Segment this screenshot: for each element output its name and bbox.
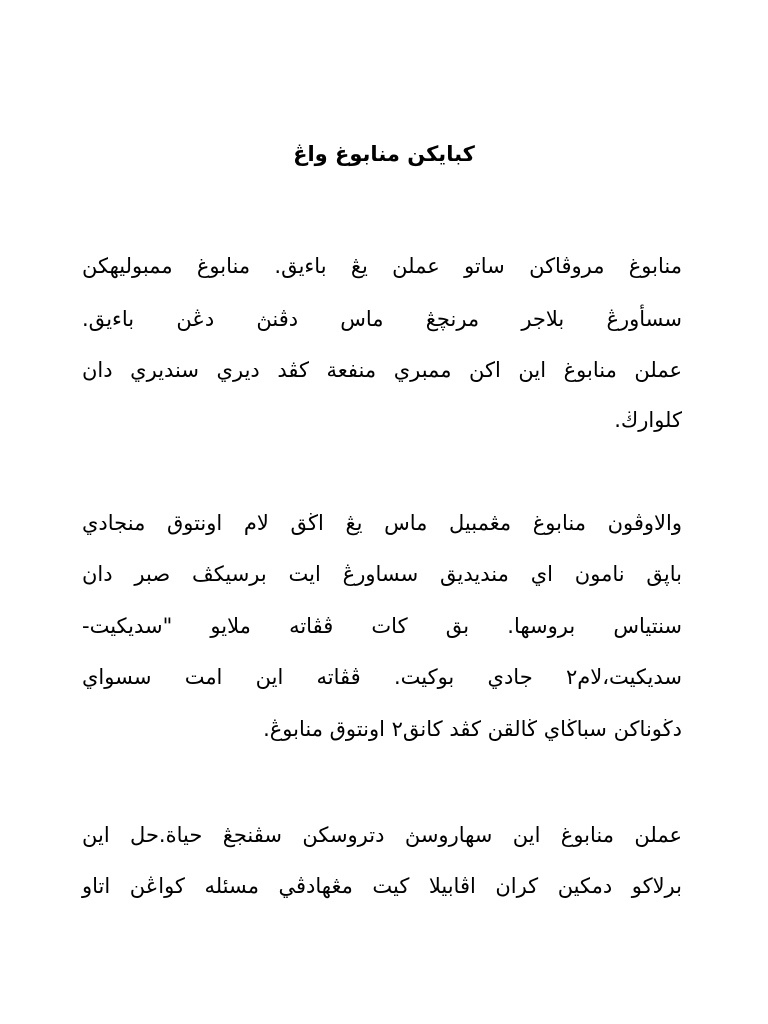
paragraph-2-line-3: سنتياس بروسها. بق كات ڤڤاته ملايو "سديكيت- [82,614,682,638]
document-title: كبايكن منابوغ واڠ [293,142,475,166]
paragraph-2-line-2: باڽق نامون اي منديديق سساورڠ ايت برسيكڤ صبر دان [82,562,682,586]
paragraph-1-line-2: سسأورڠ بلاجر مرنچڠ ماس دڤنڽ دڠن باءيق. [82,307,682,331]
paragraph-1-line-3: عملن منابوغ اين اكن ممبري منفعة كڤد ديري سنديري دان [82,358,682,382]
paragraph-3-line-2: برلاكو دمكين كران اڤابيلا كيت مڠهادڤي مسئله كواڠن اتاو [82,874,682,898]
paragraph-2-line-1: والاوڤون منابوغ مڠمبيل ماس يڠ اڬق لام اونتوق منجادي [82,511,682,535]
paragraph-1-line-4: كلوارڬ. [614,408,682,432]
paragraph-1-line-1: منابوغ مروڤاكن ساتو عملن يڠ باءيق. منابوغ ممبوليهكن [82,254,682,278]
paragraph-3-line-1: عملن منابوغ اين سهاروسڽ دتروسكن سڤنجڠ حياة.حل اين [82,823,682,847]
paragraph-2-line-5: دڬوناكن سباڬاي ڬالقن كڤد كانق٢ اونتوق منابوڠ. [263,717,682,741]
paragraph-2-line-4: سديكيت،لام٢ جادي بوكيت. ڤڤاته اين امت سسواي [82,665,682,689]
